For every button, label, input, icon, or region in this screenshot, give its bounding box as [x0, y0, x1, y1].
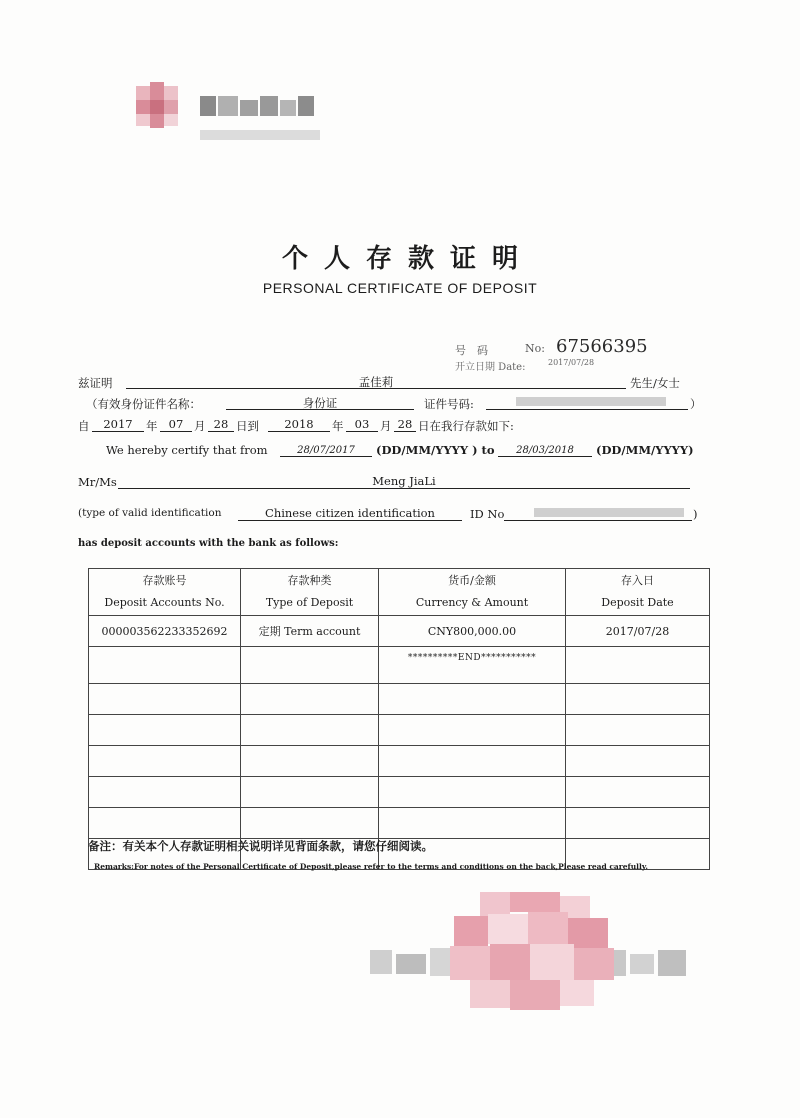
certificate-number: 67566395 [556, 336, 648, 357]
en-from-date: 28/07/2017 [297, 445, 355, 456]
empty-cell [379, 715, 566, 746]
empty-cell [566, 684, 710, 715]
open-date-label: 开立日期 Date: [455, 362, 526, 373]
empty-cell [566, 715, 710, 746]
empty-cell [566, 808, 710, 839]
empty-cell [241, 808, 379, 839]
table-row-empty [89, 777, 710, 808]
end-marker: **********END*********** [379, 647, 566, 684]
id-close-paren: ） [690, 397, 702, 411]
empty-cell [241, 715, 379, 746]
table-row-empty [89, 808, 710, 839]
day-to-label: 日到 [236, 419, 259, 433]
empty-cell [89, 684, 241, 715]
id-no-en-label: ID No [470, 507, 505, 521]
bank-logo-pixelated [130, 78, 330, 158]
stamp-pixels [440, 892, 630, 1012]
id-type-value: 身份证 [302, 396, 338, 410]
id-no-en-redacted [534, 508, 684, 517]
empty-cell [241, 746, 379, 777]
id-type-en-field [238, 506, 462, 521]
empty-cell [566, 746, 710, 777]
accounts-intro: has deposit accounts with the bank as follows: [78, 538, 339, 549]
empty-cell [241, 647, 379, 684]
month-label-2: 月 [380, 419, 392, 433]
empty-cell [241, 777, 379, 808]
month-label-1: 月 [194, 419, 206, 433]
table-row-empty [89, 684, 710, 715]
from-year: 2017 [103, 417, 133, 431]
day-end-label: 日在我行存款如下: [418, 419, 514, 433]
header-account [89, 569, 241, 616]
table-row [89, 616, 710, 647]
name-en-field [118, 474, 690, 489]
to-month-field [346, 417, 378, 432]
cell-amount: CNY800,000.00 [379, 616, 566, 647]
header-type-zh: 存款种类 [287, 574, 332, 587]
header-amount-en: Currency & Amount [415, 596, 529, 609]
id-type-field [226, 395, 414, 410]
cell-type: 定期 Term account [241, 616, 379, 647]
empty-cell [89, 715, 241, 746]
empty-cell [566, 777, 710, 808]
certify-prefix: 兹证明 [78, 376, 113, 390]
name-zh-field [126, 374, 626, 389]
name-zh-value: 孟佳莉 [358, 375, 394, 389]
from-day-field [208, 417, 234, 432]
bank-stamp-redacted [440, 892, 630, 1012]
en-format-1: (DD/MM/YYYY ) to [376, 443, 495, 457]
en-format-2: (DD/MM/YYYY) [596, 443, 694, 457]
cell-account: 000003562233352692 [89, 616, 241, 647]
to-day-field [394, 417, 416, 432]
title-suffix: 先生/女士 [630, 376, 680, 390]
header-account-zh: 存款账号 [142, 574, 187, 587]
table-row-end [89, 647, 710, 684]
document-title-en: PERSONAL CERTIFICATE OF DEPOSIT [262, 280, 538, 296]
id-en-close: ) [693, 507, 698, 521]
empty-cell [379, 684, 566, 715]
header-amount [379, 569, 566, 616]
empty-cell [379, 746, 566, 777]
en-certify-text: We hereby certify that from [106, 443, 268, 457]
from-month-field [160, 417, 192, 432]
id-no-en-field [504, 506, 692, 521]
table-row-empty [89, 746, 710, 777]
id-number-redacted [516, 397, 666, 406]
mrms-label: Mr/Ms [78, 475, 117, 489]
header-date [566, 569, 710, 616]
empty-cell [379, 808, 566, 839]
id-number-label: 证件号码: [424, 397, 474, 411]
number-label-zh: 号 码 [455, 344, 488, 357]
name-en-value: Meng JiaLi [372, 474, 436, 488]
id-number-field [486, 395, 688, 410]
en-from-field [280, 442, 372, 457]
table-header-row [89, 569, 710, 616]
remarks-en: Remarks:For notes of the Personal Certificate of Deposit,please refer to the terms and conditions on the back,Please read carefully. [94, 862, 648, 871]
header-type-en: Type of Deposit [265, 596, 354, 609]
remarks-zh: 备注：有关本个人存款证明相关说明详见背面条款，请您仔细阅读。 [88, 839, 433, 853]
year-label-1: 年 [146, 419, 158, 433]
number-label-en: No: [525, 342, 545, 355]
empty-cell [89, 647, 241, 684]
empty-cell [89, 808, 241, 839]
empty-cell [89, 777, 241, 808]
deposit-table [88, 568, 710, 870]
to-year: 2018 [284, 417, 314, 431]
from-year-field [92, 417, 144, 432]
empty-cell [566, 647, 710, 684]
period-prefix: 自 [78, 419, 90, 433]
cell-date: 2017/07/28 [566, 616, 710, 647]
en-to-date: 28/03/2018 [516, 445, 574, 456]
header-date-zh: 存入日 [621, 574, 654, 587]
table-row-empty [89, 715, 710, 746]
en-to-field [498, 442, 592, 457]
empty-cell [241, 684, 379, 715]
document-title-zh: 个人存款证明 [281, 244, 534, 274]
to-day: 28 [397, 417, 413, 431]
empty-cell [89, 746, 241, 777]
open-date-value: 2017/07/28 [548, 358, 595, 367]
from-month: 07 [168, 417, 184, 431]
to-year-field [268, 417, 330, 432]
empty-cell [379, 777, 566, 808]
header-type [241, 569, 379, 616]
header-date-en: Deposit Date [601, 596, 674, 609]
bank-logo [130, 78, 330, 158]
header-amount-zh: 货币/金额 [448, 574, 496, 587]
header-account-en: Deposit Accounts No. [104, 596, 225, 609]
from-day: 28 [213, 417, 229, 431]
year-label-2: 年 [332, 419, 344, 433]
id-type-en-value: Chinese citizen identification [265, 506, 435, 520]
to-month: 03 [354, 417, 370, 431]
id-type-label: （有效身份证件名称： [86, 397, 201, 411]
id-type-en-label: (type of valid identification [78, 507, 222, 519]
